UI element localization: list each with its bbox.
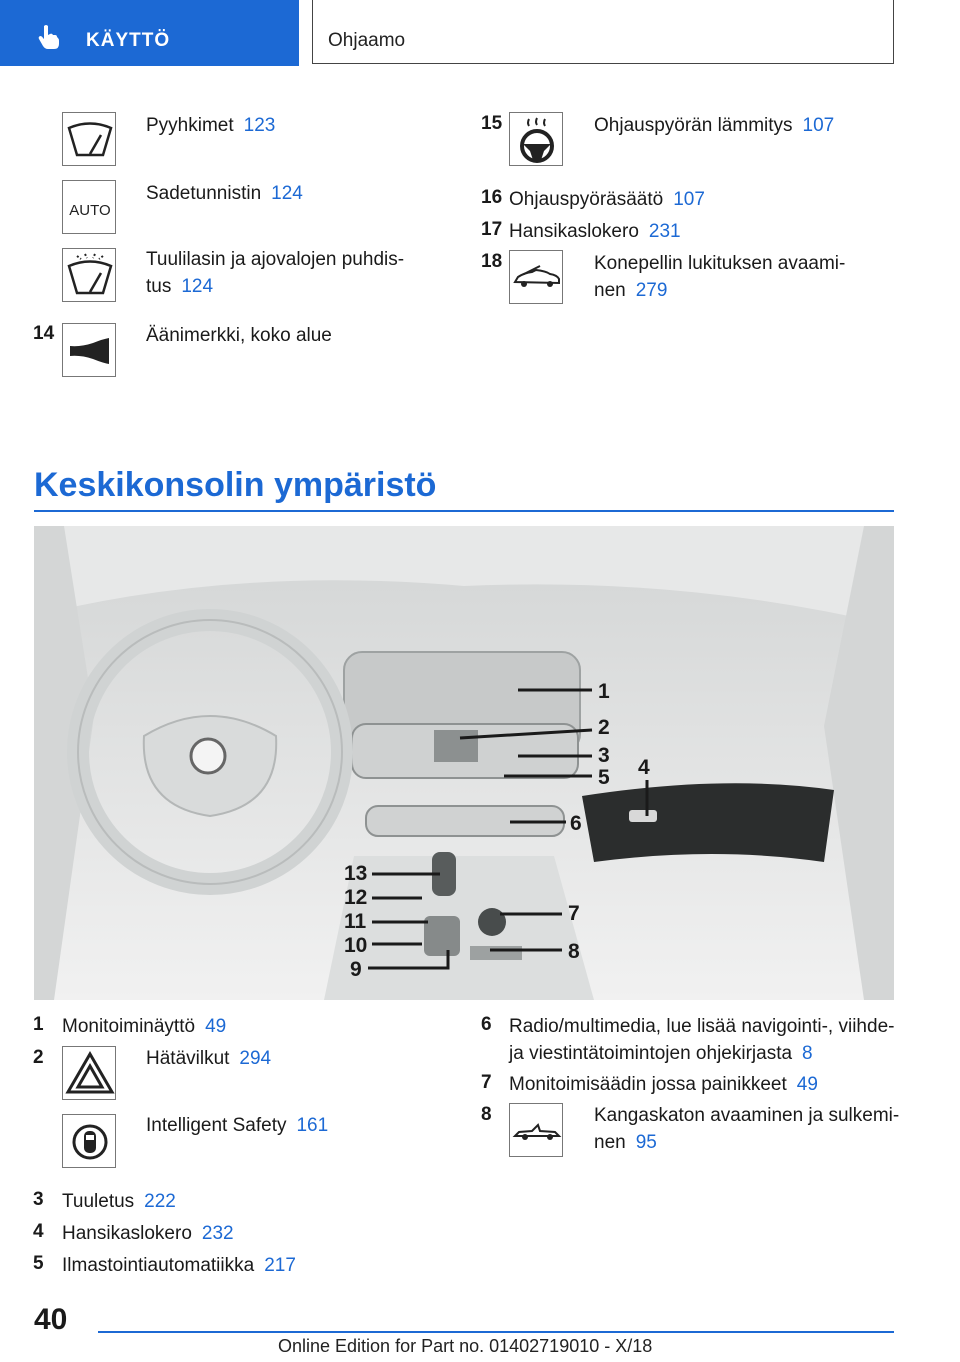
intelligent-safety-icon [62, 1114, 116, 1168]
item-steering-heating: Ohjauspyörän lämmitys 107 [594, 115, 835, 136]
section-header [312, 0, 894, 64]
section-title: Keskikonsolin ympäristö [34, 466, 437, 504]
chapter-tab[interactable] [0, 0, 299, 66]
callout-1: 1 [598, 680, 610, 703]
page-link[interactable]: 161 [296, 1115, 329, 1136]
item-number: 17 [481, 219, 503, 240]
item-glovebox-2: Hansikaslokero 232 [62, 1223, 234, 1244]
page-link[interactable]: 107 [802, 115, 835, 136]
callout-12: 12 [344, 886, 368, 909]
item-radio: Radio/multimedia, lue lisää navigointi-, viihde- ja viestintätoimintojen ohjekirjasta 8 [509, 1016, 895, 1064]
page-link[interactable]: 123 [243, 115, 276, 136]
item-number: 6 [481, 1014, 492, 1035]
page-link[interactable]: 124 [271, 183, 303, 204]
callout-6: 6 [570, 812, 582, 835]
hood-release-icon [509, 250, 563, 304]
page-link[interactable]: 279 [635, 280, 668, 301]
item-number: 3 [33, 1189, 44, 1210]
page-number: 40 [34, 1303, 68, 1336]
item-hood-release: Konepellin lukituksen avaami- nen 279 [594, 253, 846, 301]
callout-13: 13 [344, 862, 368, 885]
item-ventilation: Tuuletus 222 [62, 1191, 176, 1212]
chapter-label: KÄYTTÖ [86, 30, 171, 51]
section-divider [34, 510, 894, 512]
horn-icon [62, 323, 116, 377]
page-link[interactable]: 294 [239, 1048, 272, 1069]
item-number: 8 [481, 1104, 492, 1125]
wiper-icon [62, 112, 116, 166]
page-link[interactable]: 8 [802, 1043, 813, 1064]
item-roof: Kangaskaton avaaminen ja sulkemi- nen 95 [594, 1105, 900, 1153]
callout-2: 2 [598, 716, 610, 739]
callout-4: 4 [638, 756, 650, 779]
item-washer: Tuulilasin ja ajovalojen puhdis- tus 124 [146, 249, 405, 297]
item-controller: Monitoimisäädin jossa painikkeet 49 [509, 1074, 818, 1095]
item-number: 4 [33, 1221, 44, 1242]
section-label: Ohjaamo [328, 30, 406, 51]
item-number: 18 [481, 251, 503, 272]
callout-8: 8 [568, 940, 580, 963]
callout-11: 11 [344, 910, 367, 933]
item-rain-sensor: Sadetunnistin 124 [146, 183, 303, 204]
callout-7: 7 [568, 902, 580, 925]
page-link[interactable]: 124 [181, 276, 214, 297]
dashboard-illustration [34, 526, 894, 1000]
item-number: 7 [481, 1072, 492, 1093]
steering-wheel-heating-icon [509, 112, 563, 166]
page-link[interactable]: 217 [264, 1255, 296, 1276]
item-number: 1 [33, 1014, 44, 1035]
auto-icon-text: AUTO [69, 202, 111, 219]
item-hazard: Hätävilkut 294 [146, 1048, 272, 1069]
center-console-photo [34, 526, 894, 1000]
page-link[interactable]: 222 [144, 1191, 176, 1212]
callout-3: 3 [598, 744, 610, 767]
page-link[interactable]: 95 [635, 1132, 657, 1153]
auto-rain-sensor-icon [62, 180, 116, 234]
item-number: 5 [33, 1253, 44, 1274]
washer-icon [62, 248, 116, 302]
hand-pointer-icon [38, 24, 60, 50]
item-intelligent-safety: Intelligent Safety 161 [146, 1115, 329, 1136]
page-link[interactable]: 231 [648, 221, 681, 242]
item-glovebox: Hansikaslokero 231 [509, 221, 681, 242]
item-number: 16 [481, 187, 503, 208]
page-link[interactable]: 107 [673, 189, 705, 210]
item-number: 2 [33, 1047, 44, 1068]
footer-divider [98, 1331, 894, 1333]
item-wipers: Pyyhkimet 123 [146, 115, 276, 136]
item-climate: Ilmastointiautomatiikka 217 [62, 1255, 296, 1276]
callout-9: 9 [350, 958, 362, 981]
convertible-roof-icon [509, 1103, 563, 1157]
page-link[interactable]: 232 [201, 1223, 234, 1244]
item-number: 15 [481, 113, 503, 134]
item-steering-adjust: Ohjauspyöräsäätö 107 [509, 189, 705, 210]
page-link[interactable]: 49 [796, 1074, 818, 1095]
page-link[interactable]: 49 [205, 1016, 227, 1037]
item-multifunction-display: Monitoiminäyttö 49 [62, 1016, 227, 1037]
item-horn: Äänimerkki, koko alue [146, 325, 332, 346]
callout-10: 10 [344, 934, 368, 957]
hazard-warning-icon [62, 1046, 116, 1100]
item-number: 14 [33, 323, 55, 344]
edition-footer: Online Edition for Part no. 01402719010 - X/18 [278, 1336, 653, 1356]
callout-5: 5 [598, 766, 610, 789]
